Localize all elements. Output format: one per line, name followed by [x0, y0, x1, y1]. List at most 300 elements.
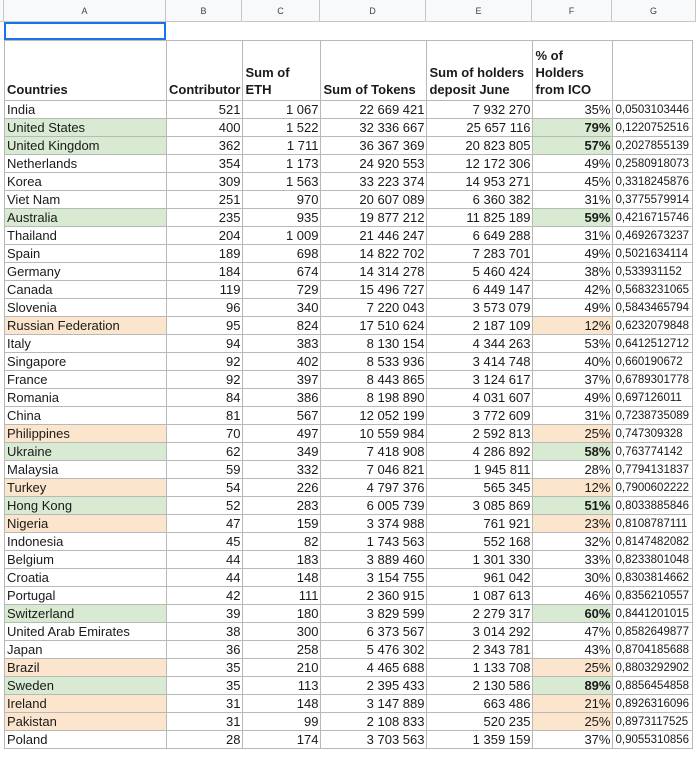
country-cell[interactable]: Slovenia: [5, 299, 167, 317]
ratio-cell[interactable]: 0,8233801048: [613, 551, 693, 569]
header-sum-tokens[interactable]: Sum of Tokens: [321, 41, 427, 101]
pct-cell[interactable]: 89%: [533, 677, 613, 695]
country-cell[interactable]: Russian Federation: [5, 317, 167, 335]
pct-cell[interactable]: 23%: [533, 515, 613, 533]
column-letter-b[interactable]: B: [166, 0, 242, 22]
holders-cell[interactable]: 7 283 701: [427, 245, 533, 263]
contributor-cell[interactable]: 28: [167, 731, 243, 749]
pct-cell[interactable]: 33%: [533, 551, 613, 569]
table-row: [5, 569, 693, 587]
eth-cell[interactable]: 1 711: [243, 137, 321, 155]
eth-cell[interactable]: 935: [243, 209, 321, 227]
ratio-cell[interactable]: 0,4692673237: [613, 227, 693, 245]
eth-cell[interactable]: 183: [243, 551, 321, 569]
eth-cell[interactable]: 210: [243, 659, 321, 677]
ratio-cell[interactable]: 0,9055310856: [613, 731, 693, 749]
holders-cell[interactable]: 3 573 079: [427, 299, 533, 317]
country-cell[interactable]: Poland: [5, 731, 167, 749]
tokens-cell[interactable]: 7 418 908: [321, 443, 427, 461]
eth-cell[interactable]: 1 563: [243, 173, 321, 191]
table-row: [5, 101, 693, 119]
holders-cell[interactable]: 552 168: [427, 533, 533, 551]
holders-cell[interactable]: 2 343 781: [427, 641, 533, 659]
country-cell[interactable]: Portugal: [5, 587, 167, 605]
country-cell[interactable]: France: [5, 371, 167, 389]
holders-cell[interactable]: 6 649 288: [427, 227, 533, 245]
table-row: [5, 245, 693, 263]
contributor-cell[interactable]: 204: [167, 227, 243, 245]
eth-cell[interactable]: 567: [243, 407, 321, 425]
holders-cell[interactable]: 2 279 317: [427, 605, 533, 623]
eth-cell[interactable]: 82: [243, 533, 321, 551]
contributor-cell[interactable]: 189: [167, 245, 243, 263]
contributor-cell[interactable]: 184: [167, 263, 243, 281]
pct-cell[interactable]: 32%: [533, 533, 613, 551]
table-row: [5, 497, 693, 515]
ratio-cell[interactable]: 0,5021634114: [613, 245, 693, 263]
contributor-cell[interactable]: 400: [167, 119, 243, 137]
ratio-cell[interactable]: 0,8147482082: [613, 533, 693, 551]
country-cell[interactable]: Belgium: [5, 551, 167, 569]
eth-cell[interactable]: 1 067: [243, 101, 321, 119]
eth-cell[interactable]: 402: [243, 353, 321, 371]
eth-cell[interactable]: 397: [243, 371, 321, 389]
contributor-cell[interactable]: 309: [167, 173, 243, 191]
ratio-cell[interactable]: 0,7238735089: [613, 407, 693, 425]
pct-cell[interactable]: 79%: [533, 119, 613, 137]
pct-cell[interactable]: 60%: [533, 605, 613, 623]
contributor-cell[interactable]: 52: [167, 497, 243, 515]
holders-cell[interactable]: 520 235: [427, 713, 533, 731]
contributor-cell[interactable]: 42: [167, 587, 243, 605]
header-countries[interactable]: Countries: [5, 41, 167, 101]
pct-cell[interactable]: 12%: [533, 479, 613, 497]
tokens-cell[interactable]: 2 395 433: [321, 677, 427, 695]
pct-cell[interactable]: 28%: [533, 461, 613, 479]
ratio-cell[interactable]: 0,3318245876: [613, 173, 693, 191]
pct-cell[interactable]: 30%: [533, 569, 613, 587]
holders-cell[interactable]: 11 825 189: [427, 209, 533, 227]
pct-cell[interactable]: 37%: [533, 371, 613, 389]
ratio-cell[interactable]: 0,660190672: [613, 353, 693, 371]
table-row: [5, 731, 693, 749]
ratio-cell[interactable]: 0,8926316096: [613, 695, 693, 713]
table-row: [5, 587, 693, 605]
tokens-cell[interactable]: 14 822 702: [321, 245, 427, 263]
ratio-cell[interactable]: 0,1220752516: [613, 119, 693, 137]
contributor-cell[interactable]: 39: [167, 605, 243, 623]
pct-cell[interactable]: 45%: [533, 173, 613, 191]
country-cell[interactable]: Hong Kong: [5, 497, 167, 515]
country-cell[interactable]: India: [5, 101, 167, 119]
pct-cell[interactable]: 57%: [533, 137, 613, 155]
contributor-cell[interactable]: 31: [167, 695, 243, 713]
header-sum-eth[interactable]: Sum of ETH: [243, 41, 321, 101]
country-cell[interactable]: Italy: [5, 335, 167, 353]
tokens-cell[interactable]: 3 889 460: [321, 551, 427, 569]
holders-cell[interactable]: 2 592 813: [427, 425, 533, 443]
holders-cell[interactable]: 1 133 708: [427, 659, 533, 677]
contributor-cell[interactable]: 362: [167, 137, 243, 155]
country-cell[interactable]: Spain: [5, 245, 167, 263]
pct-cell[interactable]: 25%: [533, 425, 613, 443]
tokens-cell[interactable]: 22 669 421: [321, 101, 427, 119]
country-cell[interactable]: Thailand: [5, 227, 167, 245]
pct-cell[interactable]: 21%: [533, 695, 613, 713]
ratio-cell[interactable]: 0,8973117525: [613, 713, 693, 731]
tokens-cell[interactable]: 8 443 865: [321, 371, 427, 389]
holders-cell[interactable]: 3 014 292: [427, 623, 533, 641]
tokens-cell[interactable]: 8 130 154: [321, 335, 427, 353]
contributor-cell[interactable]: 47: [167, 515, 243, 533]
holders-cell[interactable]: 14 953 271: [427, 173, 533, 191]
country-cell[interactable]: Croatia: [5, 569, 167, 587]
ratio-cell[interactable]: 0,7794131837: [613, 461, 693, 479]
tokens-cell[interactable]: 4 797 376: [321, 479, 427, 497]
ratio-cell[interactable]: 0,2580918073: [613, 155, 693, 173]
pct-cell[interactable]: 49%: [533, 299, 613, 317]
holders-cell[interactable]: 1 945 811: [427, 461, 533, 479]
eth-cell[interactable]: 113: [243, 677, 321, 695]
tokens-cell[interactable]: 7 046 821: [321, 461, 427, 479]
contributor-cell[interactable]: 54: [167, 479, 243, 497]
country-cell[interactable]: Brazil: [5, 659, 167, 677]
holders-cell[interactable]: 961 042: [427, 569, 533, 587]
tokens-cell[interactable]: 17 510 624: [321, 317, 427, 335]
table-row: [5, 605, 693, 623]
tokens-cell[interactable]: 32 336 667: [321, 119, 427, 137]
holders-cell[interactable]: 2 187 109: [427, 317, 533, 335]
country-cell[interactable]: Canada: [5, 281, 167, 299]
country-cell[interactable]: Singapore: [5, 353, 167, 371]
table-row: [5, 335, 693, 353]
country-cell[interactable]: Ireland: [5, 695, 167, 713]
holders-cell[interactable]: 20 823 805: [427, 137, 533, 155]
tokens-cell[interactable]: 3 154 755: [321, 569, 427, 587]
eth-cell[interactable]: 386: [243, 389, 321, 407]
country-cell[interactable]: United States: [5, 119, 167, 137]
table-row: [5, 209, 693, 227]
table-row: [5, 407, 693, 425]
table-row: [5, 479, 693, 497]
holders-cell[interactable]: 6 360 382: [427, 191, 533, 209]
table-row: [5, 191, 693, 209]
tokens-cell[interactable]: 15 496 727: [321, 281, 427, 299]
pct-cell[interactable]: 35%: [533, 101, 613, 119]
holders-cell[interactable]: 1 359 159: [427, 731, 533, 749]
ratio-cell[interactable]: 0,8356210557: [613, 587, 693, 605]
country-cell[interactable]: Philippines: [5, 425, 167, 443]
country-cell[interactable]: Pakistan: [5, 713, 167, 731]
pct-cell[interactable]: 47%: [533, 623, 613, 641]
pct-cell[interactable]: 46%: [533, 587, 613, 605]
holders-cell[interactable]: 663 486: [427, 695, 533, 713]
pct-cell[interactable]: 31%: [533, 407, 613, 425]
eth-cell[interactable]: 159: [243, 515, 321, 533]
contributor-cell[interactable]: 36: [167, 641, 243, 659]
holders-cell[interactable]: 3 414 748: [427, 353, 533, 371]
tokens-cell[interactable]: 36 367 369: [321, 137, 427, 155]
header-sum-holders[interactable]: Sum of holders deposit June: [427, 41, 533, 101]
tokens-cell[interactable]: 24 920 553: [321, 155, 427, 173]
tokens-cell[interactable]: 3 703 563: [321, 731, 427, 749]
country-cell[interactable]: United Arab Emirates: [5, 623, 167, 641]
tokens-cell[interactable]: 10 559 984: [321, 425, 427, 443]
pct-cell[interactable]: 31%: [533, 191, 613, 209]
table-row: [5, 173, 693, 191]
data-table: [4, 40, 693, 749]
tokens-cell[interactable]: 6 005 739: [321, 497, 427, 515]
eth-cell[interactable]: 970: [243, 191, 321, 209]
holders-cell[interactable]: 4 344 263: [427, 335, 533, 353]
holders-cell[interactable]: 4 031 607: [427, 389, 533, 407]
ratio-cell[interactable]: 0,697126011: [613, 389, 693, 407]
header-column-g[interactable]: [613, 41, 693, 101]
tokens-cell[interactable]: 1 743 563: [321, 533, 427, 551]
ratio-cell[interactable]: 0,6412512712: [613, 335, 693, 353]
contributor-cell[interactable]: 62: [167, 443, 243, 461]
table-row: [5, 119, 693, 137]
eth-cell[interactable]: 698: [243, 245, 321, 263]
eth-cell[interactable]: 674: [243, 263, 321, 281]
holders-cell[interactable]: 1 087 613: [427, 587, 533, 605]
table-row: [5, 281, 693, 299]
header-contributor[interactable]: Contributor: [167, 41, 243, 101]
contributor-cell[interactable]: 38: [167, 623, 243, 641]
contributor-cell[interactable]: 92: [167, 353, 243, 371]
pct-cell[interactable]: 25%: [533, 659, 613, 677]
column-letter-g[interactable]: G: [612, 0, 696, 22]
holders-cell[interactable]: 4 286 892: [427, 443, 533, 461]
column-header-bar: [0, 0, 696, 22]
contributor-cell[interactable]: 94: [167, 335, 243, 353]
holders-cell[interactable]: 2 130 586: [427, 677, 533, 695]
pct-cell[interactable]: 49%: [533, 389, 613, 407]
table-row: [5, 299, 693, 317]
country-cell[interactable]: Australia: [5, 209, 167, 227]
table-row: [5, 443, 693, 461]
tokens-cell[interactable]: 20 607 089: [321, 191, 427, 209]
eth-cell[interactable]: 111: [243, 587, 321, 605]
ratio-cell[interactable]: 0,6789301778: [613, 371, 693, 389]
holders-cell[interactable]: 565 345: [427, 479, 533, 497]
ratio-cell[interactable]: 0,533931152: [613, 263, 693, 281]
table-row: [5, 155, 693, 173]
eth-cell[interactable]: 99: [243, 713, 321, 731]
pct-cell[interactable]: 37%: [533, 731, 613, 749]
eth-cell[interactable]: 1 522: [243, 119, 321, 137]
contributor-cell[interactable]: 59: [167, 461, 243, 479]
pct-cell[interactable]: 43%: [533, 641, 613, 659]
contributor-cell[interactable]: 44: [167, 551, 243, 569]
holders-cell[interactable]: 5 460 424: [427, 263, 533, 281]
country-cell[interactable]: Switzerland: [5, 605, 167, 623]
holders-cell[interactable]: 12 172 306: [427, 155, 533, 173]
holders-cell[interactable]: 3 772 609: [427, 407, 533, 425]
table-row: [5, 425, 693, 443]
country-cell[interactable]: China: [5, 407, 167, 425]
tokens-cell[interactable]: 7 220 043: [321, 299, 427, 317]
table-row: [5, 389, 693, 407]
contributor-cell[interactable]: 119: [167, 281, 243, 299]
contributor-cell[interactable]: 70: [167, 425, 243, 443]
eth-cell[interactable]: 332: [243, 461, 321, 479]
ratio-cell[interactable]: 0,2027855139: [613, 137, 693, 155]
table-row: [5, 677, 693, 695]
holders-cell[interactable]: 3 124 617: [427, 371, 533, 389]
pct-cell[interactable]: 31%: [533, 227, 613, 245]
pct-cell[interactable]: 51%: [533, 497, 613, 515]
eth-cell[interactable]: 148: [243, 569, 321, 587]
eth-cell[interactable]: 148: [243, 695, 321, 713]
ratio-cell[interactable]: 0,8033885846: [613, 497, 693, 515]
holders-cell[interactable]: 7 932 270: [427, 101, 533, 119]
header-pct-holders[interactable]: % of Holders from ICO: [533, 41, 613, 101]
ratio-cell[interactable]: 0,8803292902: [613, 659, 693, 677]
country-cell[interactable]: Indonesia: [5, 533, 167, 551]
eth-cell[interactable]: 1 173: [243, 155, 321, 173]
pct-cell[interactable]: 38%: [533, 263, 613, 281]
country-cell[interactable]: Viet Nam: [5, 191, 167, 209]
pct-cell[interactable]: 40%: [533, 353, 613, 371]
country-cell[interactable]: Turkey: [5, 479, 167, 497]
ratio-cell[interactable]: 0,747309328: [613, 425, 693, 443]
tokens-cell[interactable]: 8 198 890: [321, 389, 427, 407]
contributor-cell[interactable]: 45: [167, 533, 243, 551]
ratio-cell[interactable]: 0,7900602222: [613, 479, 693, 497]
eth-cell[interactable]: 283: [243, 497, 321, 515]
ratio-cell[interactable]: 0,5683231065: [613, 281, 693, 299]
holders-cell[interactable]: 25 657 116: [427, 119, 533, 137]
contributor-cell[interactable]: 92: [167, 371, 243, 389]
eth-cell[interactable]: 226: [243, 479, 321, 497]
holders-cell[interactable]: 6 449 147: [427, 281, 533, 299]
ratio-cell[interactable]: 0,8441201015: [613, 605, 693, 623]
tokens-cell[interactable]: 6 373 567: [321, 623, 427, 641]
contributor-cell[interactable]: 35: [167, 677, 243, 695]
country-cell[interactable]: Netherlands: [5, 155, 167, 173]
pct-cell[interactable]: 59%: [533, 209, 613, 227]
ratio-cell[interactable]: 0,8704185688: [613, 641, 693, 659]
contributor-cell[interactable]: 521: [167, 101, 243, 119]
ratio-cell[interactable]: 0,0503103446: [613, 101, 693, 119]
eth-cell[interactable]: 383: [243, 335, 321, 353]
pct-cell[interactable]: 49%: [533, 155, 613, 173]
contributor-cell[interactable]: 354: [167, 155, 243, 173]
table-row: [5, 227, 693, 245]
contributor-cell[interactable]: 81: [167, 407, 243, 425]
column-letter-e[interactable]: E: [426, 0, 532, 22]
tokens-cell[interactable]: 19 877 212: [321, 209, 427, 227]
eth-cell[interactable]: 349: [243, 443, 321, 461]
eth-cell[interactable]: 258: [243, 641, 321, 659]
ratio-cell[interactable]: 0,8582649877: [613, 623, 693, 641]
eth-cell[interactable]: 180: [243, 605, 321, 623]
country-cell[interactable]: Sweden: [5, 677, 167, 695]
contributor-cell[interactable]: 44: [167, 569, 243, 587]
contributor-cell[interactable]: 31: [167, 713, 243, 731]
table-row: [5, 695, 693, 713]
pct-cell[interactable]: 42%: [533, 281, 613, 299]
country-cell[interactable]: Japan: [5, 641, 167, 659]
table-row: [5, 263, 693, 281]
ratio-cell[interactable]: 0,6232079848: [613, 317, 693, 335]
tokens-cell[interactable]: 3 829 599: [321, 605, 427, 623]
eth-cell[interactable]: 340: [243, 299, 321, 317]
holders-cell[interactable]: 1 301 330: [427, 551, 533, 569]
table-row: [5, 623, 693, 641]
column-letter-c[interactable]: C: [242, 0, 320, 22]
contributor-cell[interactable]: 35: [167, 659, 243, 677]
ratio-cell[interactable]: 0,3775579914: [613, 191, 693, 209]
country-cell[interactable]: Nigeria: [5, 515, 167, 533]
contributor-cell[interactable]: 84: [167, 389, 243, 407]
tokens-cell[interactable]: 12 052 199: [321, 407, 427, 425]
country-cell[interactable]: Malaysia: [5, 461, 167, 479]
table-row: [5, 533, 693, 551]
eth-cell[interactable]: 1 009: [243, 227, 321, 245]
tokens-cell[interactable]: 33 223 374: [321, 173, 427, 191]
table-row: [5, 641, 693, 659]
column-letter-f[interactable]: F: [532, 0, 612, 22]
table-row: [5, 551, 693, 569]
table-row: [5, 713, 693, 731]
column-letter-a[interactable]: A: [4, 0, 166, 22]
contributor-cell[interactable]: 95: [167, 317, 243, 335]
pct-cell[interactable]: 58%: [533, 443, 613, 461]
eth-cell[interactable]: 497: [243, 425, 321, 443]
column-letter-d[interactable]: D: [320, 0, 426, 22]
eth-cell[interactable]: 729: [243, 281, 321, 299]
selected-cell-a1[interactable]: [4, 22, 166, 40]
table-row: [5, 659, 693, 677]
holders-cell[interactable]: 761 921: [427, 515, 533, 533]
ratio-cell[interactable]: 0,8108787111: [613, 515, 693, 533]
ratio-cell[interactable]: 0,5843465794: [613, 299, 693, 317]
country-cell[interactable]: Germany: [5, 263, 167, 281]
holders-cell[interactable]: 3 085 869: [427, 497, 533, 515]
pct-cell[interactable]: 53%: [533, 335, 613, 353]
ratio-cell[interactable]: 0,8856454858: [613, 677, 693, 695]
tokens-cell[interactable]: 14 314 278: [321, 263, 427, 281]
pct-cell[interactable]: 25%: [533, 713, 613, 731]
tokens-cell[interactable]: 3 374 988: [321, 515, 427, 533]
country-cell[interactable]: United Kingdom: [5, 137, 167, 155]
tokens-cell[interactable]: 8 533 936: [321, 353, 427, 371]
tokens-cell[interactable]: 4 465 688: [321, 659, 427, 677]
tokens-cell[interactable]: 5 476 302: [321, 641, 427, 659]
ratio-cell[interactable]: 0,8303814662: [613, 569, 693, 587]
eth-cell[interactable]: 174: [243, 731, 321, 749]
country-cell[interactable]: Romania: [5, 389, 167, 407]
header-row: [5, 41, 693, 101]
pct-cell[interactable]: 49%: [533, 245, 613, 263]
ratio-cell[interactable]: 0,4216715746: [613, 209, 693, 227]
ratio-cell[interactable]: 0,763774142: [613, 443, 693, 461]
country-cell[interactable]: Ukraine: [5, 443, 167, 461]
pct-cell[interactable]: 12%: [533, 317, 613, 335]
eth-cell[interactable]: 300: [243, 623, 321, 641]
contributor-cell[interactable]: 96: [167, 299, 243, 317]
tokens-cell[interactable]: 21 446 247: [321, 227, 427, 245]
tokens-cell[interactable]: 3 147 889: [321, 695, 427, 713]
tokens-cell[interactable]: 2 108 833: [321, 713, 427, 731]
eth-cell[interactable]: 824: [243, 317, 321, 335]
country-cell[interactable]: Korea: [5, 173, 167, 191]
tokens-cell[interactable]: 2 360 915: [321, 587, 427, 605]
contributor-cell[interactable]: 251: [167, 191, 243, 209]
contributor-cell[interactable]: 235: [167, 209, 243, 227]
